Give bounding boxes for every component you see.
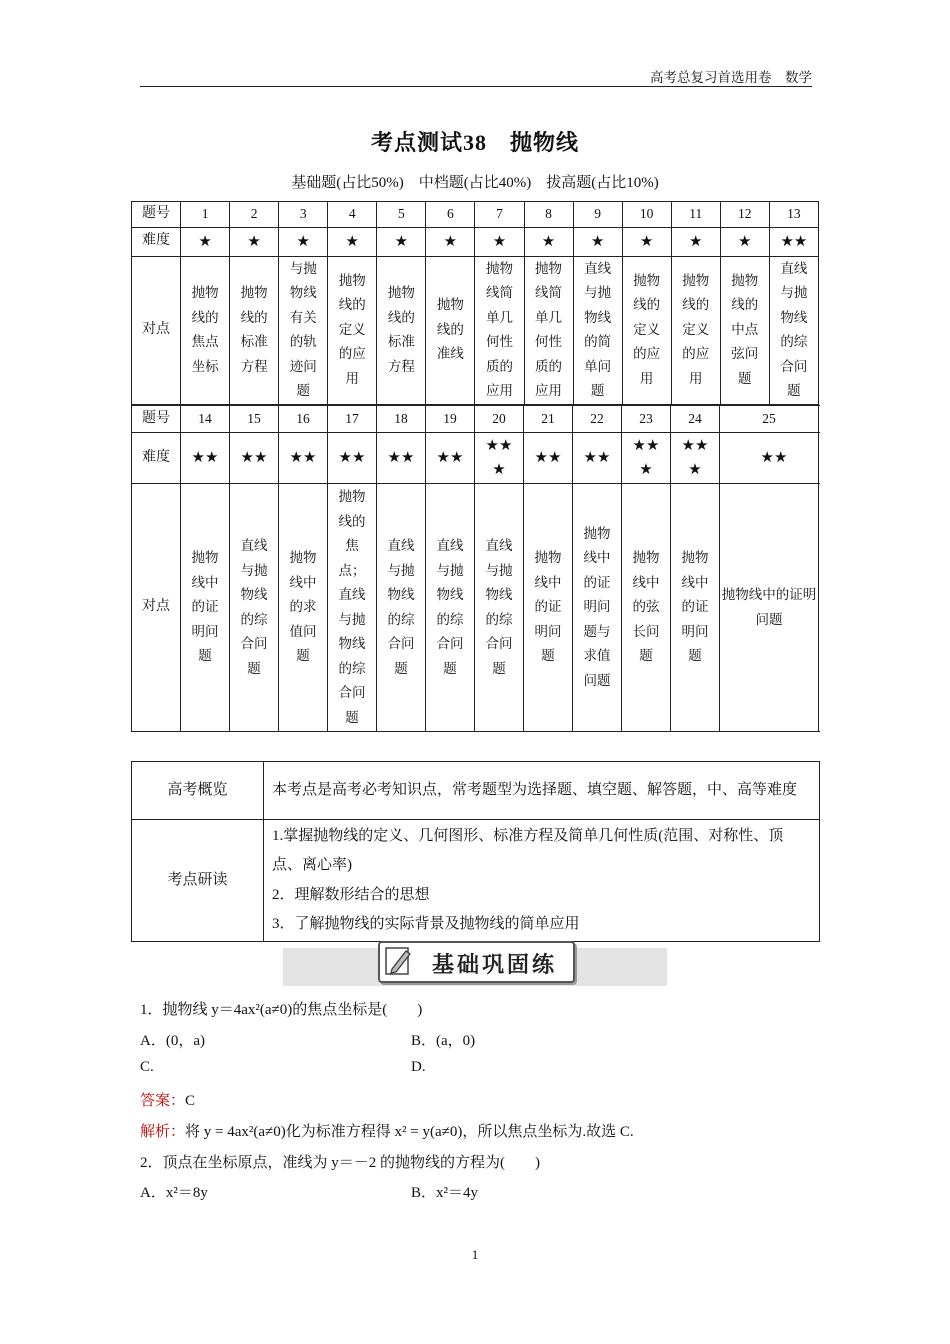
difficulty-stars xyxy=(573,433,622,484)
question-number: 3 xyxy=(279,202,328,228)
overview-text: 本考点是高考必考知识点，常考题型为选择题、填空题、解答题，中、高等难度 xyxy=(264,762,820,820)
topic-text: 抛物线的准线 xyxy=(436,297,464,362)
difficulty-stars xyxy=(181,433,230,484)
study-item: 2．理解数形结合的思想 xyxy=(272,886,430,903)
question-number: 5 xyxy=(377,202,426,228)
star-icon: ★ xyxy=(590,233,605,250)
topic-cell xyxy=(328,256,377,404)
question-number: 9 xyxy=(573,202,622,228)
question-number: 13 xyxy=(769,202,818,228)
q1-answer xyxy=(140,1089,195,1110)
difficulty-stars xyxy=(230,433,279,484)
answer-label: 答案： xyxy=(140,1093,186,1109)
study-label: 考点研读 xyxy=(132,820,264,942)
difficulty-stars xyxy=(230,227,279,256)
q2-option-a: A．x²＝8y xyxy=(140,1185,208,1201)
row-label-number: 题号 xyxy=(132,406,181,433)
topic-text: 抛物线的中点弦问题 xyxy=(731,272,759,386)
difficulty-stars xyxy=(622,433,671,484)
star-icon: ★ xyxy=(443,233,458,250)
difficulty-stars xyxy=(524,433,573,484)
q1-option-c: C. xyxy=(140,1059,154,1075)
topic-text: 抛物线中的弦长问题 xyxy=(632,550,660,664)
q1-option-a: A．(0，a) xyxy=(140,1033,205,1049)
topic-cell xyxy=(622,256,671,404)
q1-stem: 1．抛物线 y＝4ax²(a≠0)的焦点坐标是( ) xyxy=(140,1002,423,1018)
section-title: 基础巩固练 xyxy=(432,953,558,978)
star-icon: ★ xyxy=(738,233,752,250)
topic-cell xyxy=(377,256,426,404)
section-banner xyxy=(378,941,575,983)
difficulty-stars xyxy=(769,227,818,256)
page-number: 1 xyxy=(471,1247,479,1262)
topic-cell xyxy=(720,256,769,404)
difficulty-stars xyxy=(181,227,230,256)
row-label-difficulty: 难度 xyxy=(132,227,181,256)
q1-option-d: D. xyxy=(411,1059,426,1075)
overview-label: 高考概览 xyxy=(132,762,264,820)
q1-analysis xyxy=(140,1120,634,1141)
star-icon: ★ xyxy=(394,233,409,250)
q2-option-b: B．x²＝4y xyxy=(411,1185,479,1201)
question-number: 11 xyxy=(671,202,720,228)
question-number: 23 xyxy=(622,406,671,433)
topic-cell xyxy=(426,256,475,404)
question-number: 18 xyxy=(377,406,426,433)
page-title: 考点测试38 抛物线 xyxy=(370,130,579,155)
question-number: 2 xyxy=(230,202,279,228)
star-icon: ★★ xyxy=(289,450,317,466)
star-icon: ★★★ xyxy=(632,438,660,478)
topic-text: 直线与抛物线的综合问题 xyxy=(436,538,464,676)
difficulty-stars xyxy=(671,433,720,484)
study-item: 1.掌握抛物线的定义、几何图形、标准方程及简单几何性质(范围、对称性、顶点、离心率) xyxy=(272,827,784,873)
study-item: 3．了解抛物线的实际背景及抛物线的简单应用 xyxy=(272,916,580,932)
question-table-top xyxy=(131,201,819,405)
topic-text: 抛物线中的证明问题 xyxy=(681,550,709,664)
analysis-label: 解析： xyxy=(140,1124,186,1140)
star-icon: ★★ xyxy=(338,450,366,466)
difficulty-ratio: 基础题(占比50%) 中档题(占比40%) 拔高题(占比10%) xyxy=(291,175,659,191)
difficulty-stars xyxy=(475,227,524,256)
topic-cell xyxy=(426,484,475,732)
difficulty-stars xyxy=(426,433,475,484)
overview-table xyxy=(131,761,820,942)
topic-text: 抛物线的定义的应用 xyxy=(633,272,661,386)
topic-cell xyxy=(573,484,622,732)
difficulty-stars xyxy=(475,433,524,484)
difficulty-stars xyxy=(671,227,720,256)
difficulty-stars xyxy=(377,227,426,256)
star-icon: ★ xyxy=(247,233,261,250)
difficulty-stars xyxy=(720,227,769,256)
analysis-text: 将 y = 4ax²(a≠0)化为标准方程得 x² = y(a≠0)，所以焦点坐标为.故选 C. xyxy=(185,1124,634,1140)
star-icon: ★★★ xyxy=(485,438,513,478)
topic-cell xyxy=(279,256,328,404)
star-icon: ★ xyxy=(541,233,556,250)
topic-cell xyxy=(181,484,230,732)
question-number: 1 xyxy=(181,202,230,228)
star-icon: ★★ xyxy=(191,450,219,466)
star-icon: ★★ xyxy=(583,450,611,466)
q2-stem: 2．顶点在坐标原点，准线为 y＝－2 的抛物线的方程为( ) xyxy=(140,1155,540,1171)
question-number: 4 xyxy=(328,202,377,228)
difficulty-stars xyxy=(720,433,819,484)
question-number: 10 xyxy=(622,202,671,228)
question-number: 20 xyxy=(475,406,524,433)
question-number: 19 xyxy=(426,406,475,433)
topic-text: 直线与抛物线的综合问题 xyxy=(780,260,808,398)
difficulty-stars xyxy=(622,227,671,256)
star-icon: ★★ xyxy=(436,450,464,466)
star-icon: ★★ xyxy=(760,450,788,466)
topic-cell xyxy=(181,256,230,404)
difficulty-stars xyxy=(279,433,328,484)
topic-cell xyxy=(475,256,524,404)
question-number: 22 xyxy=(573,406,622,433)
topic-text: 抛物线的定义的应用 xyxy=(682,272,710,386)
difficulty-stars xyxy=(377,433,426,484)
topic-text: 抛物线简单几何性质的应用 xyxy=(485,260,513,398)
difficulty-stars xyxy=(573,227,622,256)
question-number: 12 xyxy=(720,202,769,228)
topic-cell xyxy=(622,484,671,732)
topic-cell xyxy=(573,256,622,404)
topic-text: 抛物线的标准方程 xyxy=(387,285,415,374)
question-number: 6 xyxy=(426,202,475,228)
row-label-difficulty: 难度 xyxy=(132,433,181,484)
star-icon: ★ xyxy=(345,233,359,250)
difficulty-stars xyxy=(426,227,475,256)
topic-text: 直线与抛物线的综合问题 xyxy=(240,538,268,676)
star-icon: ★ xyxy=(296,233,310,250)
question-number: 25 xyxy=(720,406,819,433)
difficulty-stars xyxy=(328,227,377,256)
topic-cell xyxy=(720,484,819,732)
question-number: 8 xyxy=(524,202,573,228)
pencil-icon xyxy=(384,945,414,977)
topic-text: 抛物线简单几何性质的应用 xyxy=(535,260,563,398)
topic-text: 抛物线中的证明问题 xyxy=(534,550,562,664)
topic-cell xyxy=(524,256,573,404)
question-number: 14 xyxy=(181,406,230,433)
q1-option-b: B．(a，0) xyxy=(411,1033,476,1049)
study-items xyxy=(264,820,820,942)
star-icon: ★ xyxy=(688,233,703,250)
row-label-topic: 对点 xyxy=(132,256,181,404)
star-icon: ★★ xyxy=(240,450,268,466)
star-icon: ★★★ xyxy=(681,438,709,478)
star-icon: ★★ xyxy=(780,233,808,250)
topic-text: 与抛物线有关的轨迹问题 xyxy=(289,260,317,398)
topic-cell xyxy=(328,484,377,732)
question-number: 15 xyxy=(230,406,279,433)
topic-text: 直线与抛物线的综合问题 xyxy=(485,538,513,676)
topic-text: 抛物线的焦点坐标 xyxy=(191,285,219,374)
answer-value: C xyxy=(185,1093,196,1109)
star-icon: ★ xyxy=(639,233,654,250)
difficulty-stars xyxy=(524,227,573,256)
star-icon: ★★ xyxy=(534,450,562,466)
topic-cell xyxy=(769,256,818,404)
star-icon: ★ xyxy=(198,233,212,250)
topic-text: 抛物线中的证明问题 xyxy=(721,587,817,627)
topic-cell xyxy=(377,484,426,732)
question-table-bottom xyxy=(131,405,819,732)
topic-text: 抛物线中的证明问题与求值问题 xyxy=(583,525,611,688)
difficulty-stars xyxy=(328,433,377,484)
topic-text: 抛物线的标准方程 xyxy=(240,285,268,374)
header-text: 高考总复习首选用卷 数学 xyxy=(650,70,812,85)
topic-cell xyxy=(279,484,328,732)
topic-text: 直线与抛物线的综合问题 xyxy=(387,538,415,676)
page-header xyxy=(140,66,812,87)
topic-text: 直线与抛物线的简单问题 xyxy=(584,260,612,398)
topic-text: 抛物线的定义的应用 xyxy=(338,272,366,386)
question-number: 7 xyxy=(475,202,524,228)
star-icon: ★ xyxy=(492,233,507,250)
question-number: 21 xyxy=(524,406,573,433)
topic-cell xyxy=(475,484,524,732)
topic-cell xyxy=(671,484,720,732)
topic-cell xyxy=(524,484,573,732)
question-number: 24 xyxy=(671,406,720,433)
topic-cell xyxy=(230,484,279,732)
topic-cell xyxy=(230,256,279,404)
topic-text: 抛物线的焦点；直线与抛物线的综合问题 xyxy=(338,489,366,725)
topic-text: 抛物线中的证明问题 xyxy=(191,550,219,664)
difficulty-stars xyxy=(279,227,328,256)
question-number: 17 xyxy=(328,406,377,433)
star-icon: ★★ xyxy=(387,450,415,466)
row-label-number: 题号 xyxy=(132,202,181,228)
topic-text: 抛物线中的求值问题 xyxy=(289,550,317,664)
row-label-topic: 对点 xyxy=(132,484,181,732)
question-number: 16 xyxy=(279,406,328,433)
topic-cell xyxy=(671,256,720,404)
